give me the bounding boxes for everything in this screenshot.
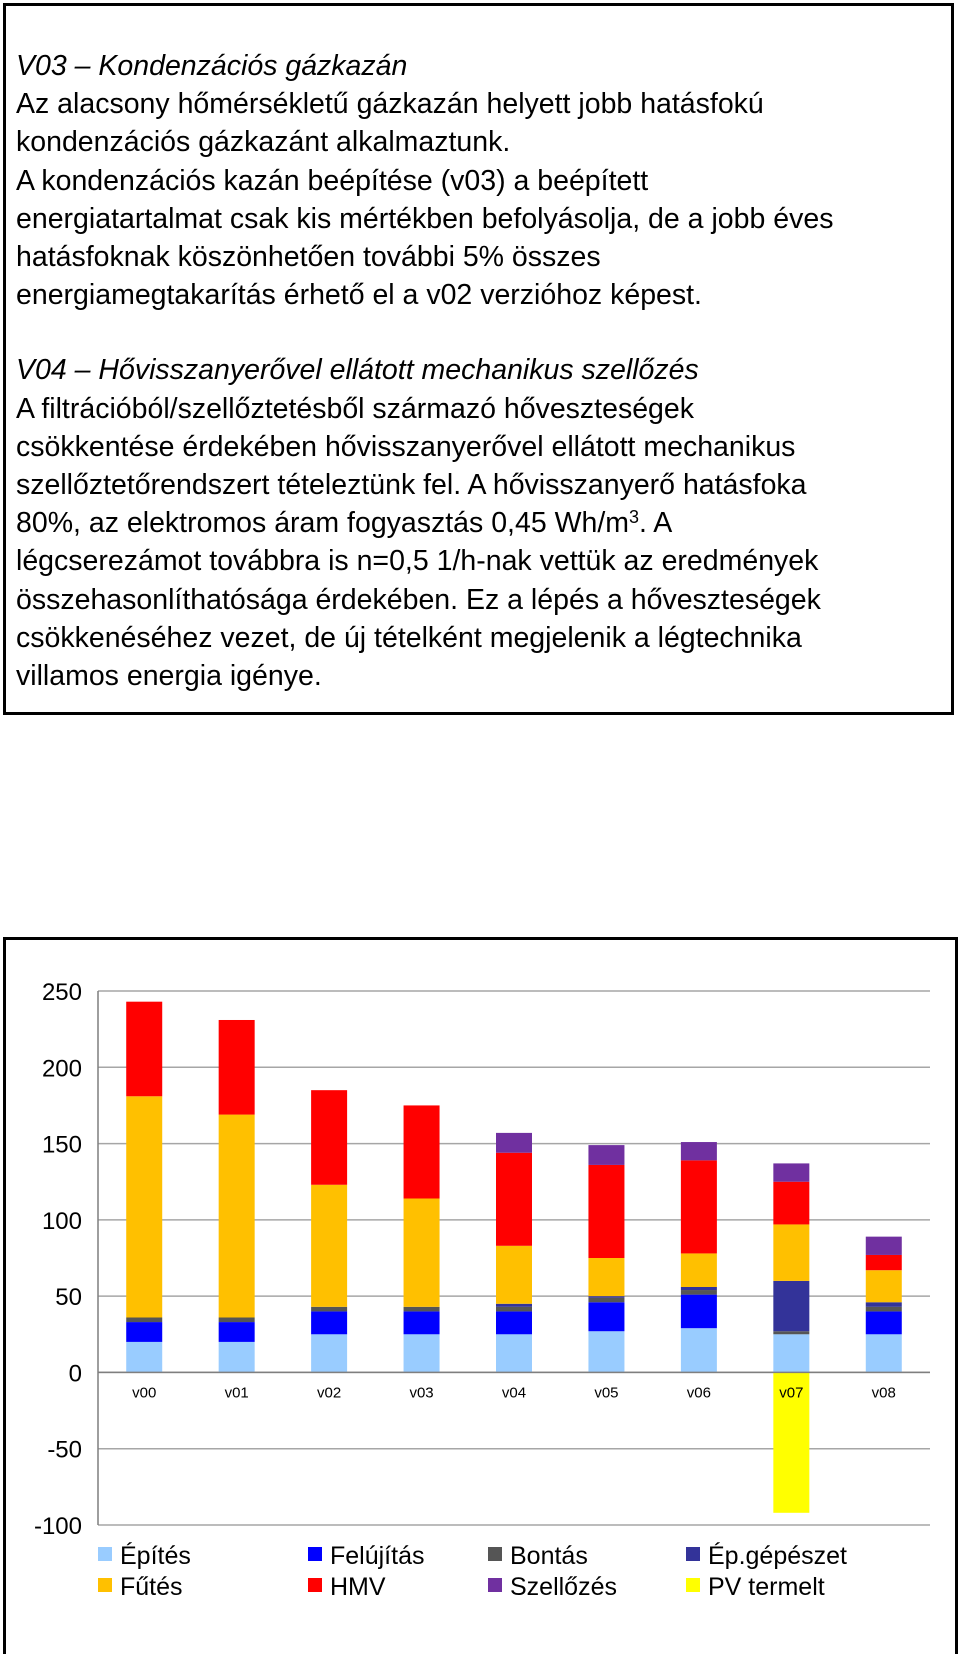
bar-segment [773,1331,809,1334]
paragraph-line: villamos energia igénye. [16,660,322,693]
legend-label: Bontás [510,1542,588,1570]
bar-segment [588,1296,624,1298]
bar-segment [311,1185,347,1307]
y-tick-label: -100 [33,1513,82,1540]
category-label: v00 [132,1384,157,1402]
legend-swatch [308,1578,322,1592]
category-label: v06 [686,1384,711,1402]
bar-segment [311,1311,347,1334]
bar-segment [588,1258,624,1296]
paragraph-line: csökkenéséhez vezet, de új tételként megjelenik a légtechnika [16,621,802,654]
legend-swatch [686,1578,700,1592]
y-tick-label: 250 [41,979,82,1006]
bar-segment [126,1002,162,1097]
bar-segment [219,1115,255,1318]
legend [98,1541,847,1601]
paragraph-text: 80%, az elektromos áram fogyasztás 0,45 Wh/m [16,507,630,540]
bar-segment [588,1331,624,1372]
bar-segment [404,1198,440,1306]
y-tick-labels [34,979,82,1540]
category-labels [132,1384,896,1401]
bar-segment [311,1090,347,1185]
y-tick-label: -50 [47,1436,82,1464]
bar-segment [311,1334,347,1372]
bar-segment [126,1342,162,1373]
bar-segment [126,1318,162,1323]
paragraph-text: . A [639,507,673,540]
v03-heading: V03 – Kondenzációs gázkazán [16,50,408,82]
bar-segment [681,1295,717,1329]
bar-segment [866,1255,902,1270]
legend-swatch [308,1547,322,1561]
bar-segment [681,1287,717,1290]
bar-segment [588,1302,624,1331]
paragraph-line: csökkentése érdekében hővisszanyerővel ellátott mechanikus [16,430,796,463]
bar-segment [496,1133,532,1153]
paragraph-line: energiamegtakarítás érhető el a v02 verzióhoz képest. [16,279,702,312]
stacked-bar-chart [6,940,955,1654]
bar-segment [126,1322,162,1342]
bar-segment [866,1307,902,1312]
bar-segment [681,1142,717,1160]
legend-swatch [686,1547,700,1561]
bar-segment [219,1342,255,1373]
bar-segment [496,1334,532,1372]
bar-segment [496,1153,532,1246]
bar-segment [866,1237,902,1255]
legend-swatch [488,1578,502,1592]
paragraph-line: hatásfoknak köszönhetően további 5% összes [16,241,601,274]
y-tick-label: 50 [55,1284,82,1312]
paragraph-line: A filtrációból/szellőztetésből származó hőveszteségek [16,392,695,425]
y-tick-label: 200 [41,1055,82,1083]
v04-heading: V04 – Hővisszanyerővel ellátott mechanikus szellőzés [16,354,699,387]
paragraph-line: Az alacsony hőmérsékletű gázkazán helyett jobb hatásfokú [16,88,764,121]
bar-segment [588,1298,624,1303]
bar-segment [588,1145,624,1165]
bars [126,1002,902,1513]
paragraph-line: összehasonlíthatósága érdekében. Ez a lépés a hőveszteségek [16,583,821,616]
paragraph-line-with-superscript [16,504,941,542]
bar-segment [773,1334,809,1372]
bar-segment [311,1307,347,1312]
chart-box [3,937,958,1654]
legend-swatch [98,1578,112,1592]
bar-segment [404,1334,440,1372]
bar-segment [496,1311,532,1334]
legend-swatch [488,1547,502,1561]
category-label: v01 [224,1384,249,1402]
bar-segment [219,1020,255,1115]
legend-label: HMV [330,1573,386,1601]
bar-segment [681,1160,717,1253]
bar-segment [773,1163,809,1181]
bar-segment [866,1270,902,1302]
legend-label: Ép.gépészet [708,1542,847,1570]
y-tick-label: 100 [41,1207,82,1235]
y-tick-label: 150 [41,1131,82,1159]
category-label: v02 [317,1384,342,1402]
legend-swatch [98,1547,112,1561]
bar-segment [219,1318,255,1323]
category-label: v07 [779,1384,804,1402]
paragraph-line: energiatartalmat csak kis mértékben befolyásolja, de a jobb éves [16,202,834,235]
legend-label: Építés [120,1542,191,1570]
bar-segment [588,1165,624,1258]
category-label: v05 [594,1384,619,1402]
bar-segment [681,1253,717,1287]
bar-segment [496,1246,532,1304]
legend-label: PV termelt [708,1573,825,1601]
bar-segment [681,1328,717,1372]
y-tick-label: 0 [68,1360,82,1388]
legend-label: Fűtés [120,1573,183,1601]
bar-segment [773,1182,809,1225]
bar-segment [681,1290,717,1295]
bar-segment [773,1224,809,1280]
bar-segment [496,1307,532,1312]
text-box [3,3,954,715]
bar-segment [404,1311,440,1334]
category-label: v08 [871,1384,896,1402]
paragraph-line: szellőztetőrendszert tételeztünk fel. A hővisszanyerő hatásfoka [16,469,807,502]
legend-label: Felújítás [330,1542,425,1570]
bar-segment [219,1322,255,1342]
paragraph-line: kondenzációs gázkazánt alkalmaztunk. [16,126,511,159]
category-label: v04 [501,1384,527,1402]
bar-segment [126,1096,162,1317]
bar-segment [404,1105,440,1198]
category-label: v03 [409,1384,434,1402]
legend-label: Szellőzés [510,1573,617,1601]
bar-segment [773,1281,809,1331]
superscript: 3 [629,507,640,528]
paragraph-line: A kondenzációs kazán beépítése (v03) a beépített [16,164,649,197]
bar-segment [866,1311,902,1334]
bar-segment [866,1302,902,1307]
bar-segment [496,1304,532,1307]
paragraph-line: légcserezámot továbbra is n=0,5 1/h-nak vettük az eredmények [16,545,819,578]
bar-segment [404,1307,440,1312]
bar-segment [866,1334,902,1372]
